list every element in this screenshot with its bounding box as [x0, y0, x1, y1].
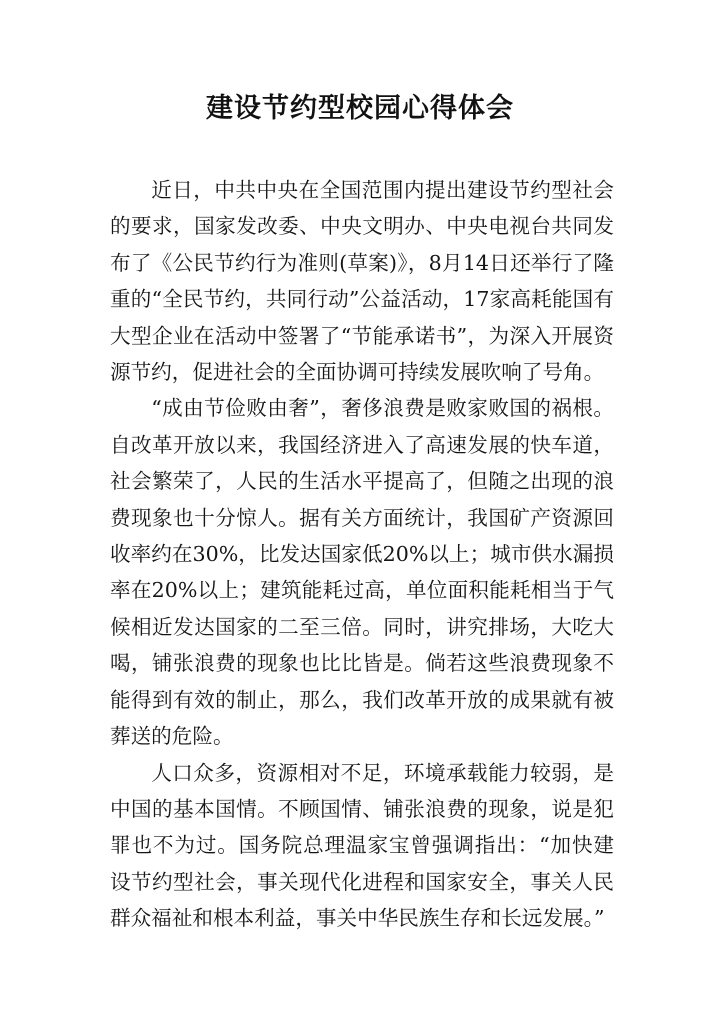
document-title: 建设节约型校园心得体会	[206, 93, 514, 124]
paragraph-3: 人口众多，资源相对不足，环境承载能力较弱，是中国的基本国情。不顾国情、铺张浪费的现象，说是犯罪也不为过。国务院总理温家宝曾强调指出：“加快建设节约型社会，事关现代化进程和国家安全，事关人民群众福祉和根本利益，事关中华民族生存和长远发展。”	[110, 760, 614, 931]
document-body	[110, 172, 614, 937]
paragraph-2: “成由节俭败由奢”，奢侈浪费是败家败国的祸根。自改革开放以来，我国经济进入了高速发展的快车道，社会繁荣了，人民的生活水平提高了，但随之出现的浪费现象也十分惊人。据有关方面统计，我国矿产资源回收率约在30%，比发达国家低20%以上；城市供水漏损率在20%以上；建筑能耗过高，单位面积能耗相当于气候相近发达国家的二至三倍。同时，讲究排场，大吃大喝，铺张浪费的现象也比比皆是。倘若这些浪费现象不能得到有效的制止，那么，我们改革开放的成果就有被葬送的危险。	[110, 396, 614, 749]
paragraph-1: 近日，中共中央在全国范围内提出建设节约型社会的要求，国家发改委、中央文明办、中央电视台共同发布了《公民节约行为准则(草案)》，8月14日还举行了隆重的“全民节约，共同行动”公益活动，17家高耗能国有大型企业在活动中签署了“节能承诺书”，为深入开展资源节约，促进社会的全面协调可持续发展吹响了号角。	[110, 178, 614, 385]
